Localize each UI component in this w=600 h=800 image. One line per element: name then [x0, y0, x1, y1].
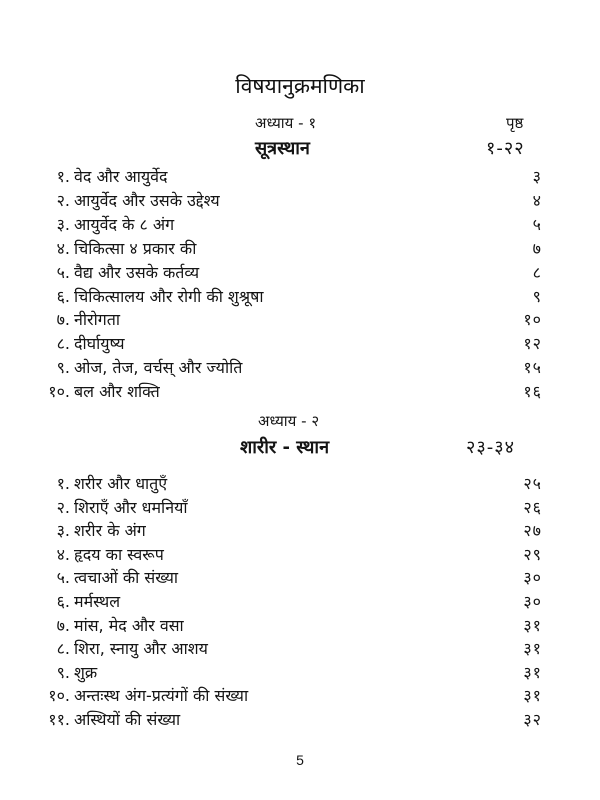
toc-entry-page: ३	[532, 167, 542, 186]
toc-entry-title: ओज, तेज, वर्चस् और ज्योति	[74, 358, 243, 378]
toc-entry	[0, 261, 600, 285]
toc-entry	[0, 590, 600, 614]
toc-entry-title: चिकित्सालय और रोगी की शुश्रूषा	[74, 286, 264, 306]
toc-entry-number: ९.	[56, 662, 70, 682]
toc-entry-page: ३०	[523, 592, 542, 611]
toc-entry	[0, 637, 600, 661]
page-column-header: पृष्ठ	[506, 114, 524, 132]
toc-entry-page: ९	[532, 286, 542, 306]
toc-entry-page: २६	[523, 497, 542, 517]
page-number: 5	[296, 752, 304, 768]
toc-entry-number: ७.	[56, 615, 70, 635]
toc-entry-number: १.	[56, 167, 70, 186]
toc-entry-page: ७	[532, 238, 542, 258]
toc-entry	[0, 614, 600, 638]
toc-entry-number: ५.	[56, 568, 70, 588]
toc-entry-page: ३१	[523, 639, 542, 659]
toc-entry	[0, 356, 600, 380]
toc-entry-number: ८.	[56, 639, 70, 659]
toc-entry-page: १६	[523, 382, 542, 402]
toc-entry-title: अन्तःस्थ अंग-प्रत्यंगों की संख्या	[74, 686, 249, 706]
toc-entry-page: १५	[523, 358, 542, 378]
chapter2-label: अध्याय - २	[258, 412, 320, 430]
toc-entry-title: वेद और आयुर्वेद	[74, 167, 168, 186]
toc-entry	[0, 543, 600, 567]
toc-entry-title: अस्थियों की संख्या	[74, 710, 181, 729]
toc-entry-title: शुक्र	[74, 662, 98, 682]
toc-entry-page: ३०	[523, 568, 542, 588]
toc-entry-number: ६.	[56, 592, 70, 611]
toc-entry-number: ३.	[56, 521, 70, 541]
toc-entry-page: १०	[523, 310, 542, 330]
page-title: विषयानुक्रमणिका	[235, 74, 365, 98]
toc-entry	[0, 566, 600, 590]
toc-entry	[0, 308, 600, 332]
toc-entry-title: आयुर्वेद और उसके उद्देश्य	[74, 190, 220, 210]
toc-entry	[0, 708, 600, 732]
toc-entry	[0, 472, 600, 496]
toc-entry	[0, 661, 600, 685]
toc-entry-page: २५	[523, 474, 542, 493]
toc-entry-page: ४	[532, 190, 542, 210]
toc-entry-number: २.	[56, 190, 70, 210]
toc-entry	[0, 332, 600, 356]
toc-entry-number: ९.	[56, 358, 70, 378]
toc-entry-page: १२	[523, 334, 542, 354]
toc-entry-number: २.	[56, 497, 70, 517]
toc-entry	[0, 189, 600, 213]
toc-entry-page: ८	[532, 262, 542, 282]
chapter1-section-name: सूत्रस्थान	[255, 138, 310, 159]
toc-entry	[0, 237, 600, 261]
toc-entry-title: शिराएँ और धमनियाँ	[74, 497, 188, 517]
toc-entry-title: वैद्य और उसके कर्तव्य	[74, 262, 200, 282]
toc-entry	[0, 519, 600, 543]
chapter2-page-range: २३-३४	[466, 437, 515, 458]
toc-entry-number: ६.	[56, 286, 70, 306]
toc-entry-title: शरीर के अंग	[74, 521, 146, 541]
chapter1-label: अध्याय - १	[255, 114, 317, 132]
toc-entry-title: दीर्घायुष्य	[74, 334, 125, 354]
toc-entry-page: ३१	[523, 662, 542, 682]
toc-entry-number: ४.	[56, 238, 70, 258]
toc-entry	[0, 165, 600, 189]
toc-entry-page: ३१	[523, 686, 542, 706]
toc-entry-title: बल और शक्ति	[74, 382, 160, 402]
toc-entry-number: ७.	[56, 310, 70, 330]
toc-entry-title: त्वचाओं की संख्या	[74, 568, 178, 588]
toc-entry-number: १०.	[48, 382, 70, 402]
toc-entry-title: हृदय का स्वरूप	[74, 544, 164, 564]
toc-entry-title: मर्मस्थल	[74, 592, 121, 611]
toc-entry-page: ५	[532, 214, 542, 234]
toc-entry	[0, 285, 600, 309]
chapter2-section-name: शारीर - स्थान	[240, 437, 330, 458]
toc-entry-title: नीरोगता	[74, 310, 120, 330]
toc-entry	[0, 380, 600, 404]
toc-entry-number: ४.	[56, 544, 70, 564]
toc-entry	[0, 213, 600, 237]
toc-entry-page: २९	[523, 544, 542, 564]
toc-entry-title: चिकित्सा ४ प्रकार की	[74, 238, 197, 258]
toc-entry-title: मांस, मेद और वसा	[74, 615, 184, 635]
toc-entry-number: १.	[56, 474, 70, 493]
toc-entry-page: ३२	[523, 710, 542, 729]
chapter1-page-range: १-२२	[486, 138, 525, 159]
toc-entry-title: शिरा, स्नायु और आशय	[74, 639, 208, 659]
toc-entry	[0, 496, 600, 520]
toc-entry	[0, 684, 600, 708]
toc-entry-number: ८.	[56, 334, 70, 354]
toc-entry-number: ११.	[48, 710, 70, 729]
toc-entry-page: २७	[523, 521, 542, 541]
toc-entry-number: ३.	[56, 214, 70, 234]
toc-entry-title: आयुर्वेद के ८ अंग	[74, 214, 175, 234]
toc-entry-number: १०.	[48, 686, 70, 706]
toc-entry-number: ५.	[56, 262, 70, 282]
toc-entry-title: शरीर और धातुएँ	[74, 474, 168, 493]
toc-entry-page: ३१	[523, 615, 542, 635]
